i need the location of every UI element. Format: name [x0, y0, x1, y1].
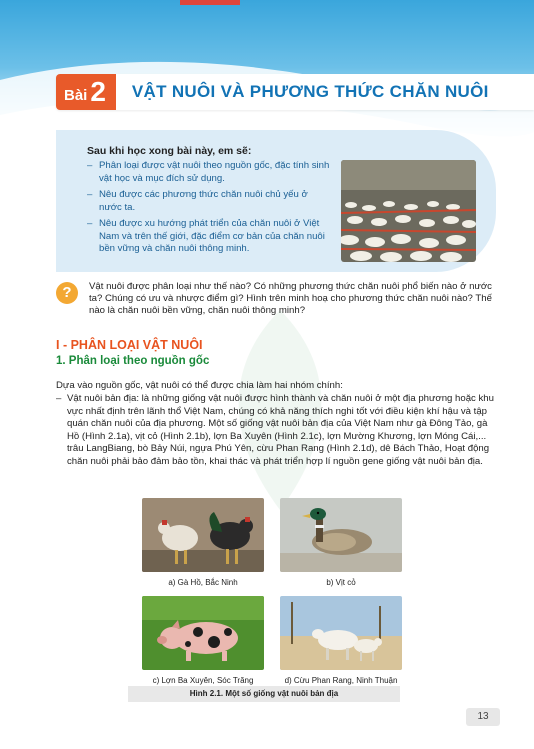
- page-number: 13: [466, 708, 500, 726]
- bullet-dash: –: [56, 393, 62, 404]
- caption-c: c) Lợn Ba Xuyên, Sóc Trăng: [152, 676, 254, 685]
- lesson-title-bar: [56, 74, 534, 110]
- question-text: Vật nuôi được phân loại như thế nào? Có những phương thức chăn nuôi phổ biến nào ở nước ta? Chúng có ưu và nhược điểm gì? Hình trên minh hoạ cho phương thức chăn nuôi nào? Thế nào là chăn nuôi bền vững, chăn nuôi thông minh?: [89, 281, 492, 316]
- poultry-farm-photo: [341, 160, 476, 262]
- section-heading: I - PHÂN LOẠI VẬT NUÔI: [56, 338, 203, 352]
- objectives-heading: Sau khi học xong bài này, em sẽ:: [87, 145, 252, 157]
- lesson-number: 2: [90, 76, 106, 107]
- caption-d: d) Cừu Phan Rang, Ninh Thuận: [284, 676, 398, 685]
- lesson-number-badge: [56, 74, 116, 110]
- bullet-dash: –: [87, 160, 93, 171]
- photo-vit-co: [280, 498, 402, 572]
- lesson-title: VẬT NUÔI VÀ PHƯƠNG THỨC CHĂN NUÔI: [131, 82, 489, 101]
- photo-ga-ho: [142, 498, 264, 572]
- question-mark-icon: ?: [56, 282, 78, 304]
- lesson-label: Bài: [64, 86, 88, 104]
- caption-b: b) Vịt cỏ: [326, 578, 356, 587]
- caption-a: a) Gà Hồ, Bắc Ninh: [168, 578, 238, 587]
- bullet-dash: –: [87, 218, 93, 229]
- figure-title: Hình 2.1. Một số giống vật nuôi bản địa: [128, 686, 400, 702]
- objective-item: – Phân loại được vật nuôi theo nguồn gốc, đặc tính sinh vật học và mục đích sử dụng.: [87, 160, 330, 184]
- top-red-strip: [180, 0, 240, 5]
- objective-item: – Nêu được các phương thức chăn nuôi chủ yếu ở nước ta.: [87, 189, 308, 213]
- photo-lon-ba-xuyen: [142, 596, 264, 670]
- section-bullet: – Vật nuôi bản địa: là những giống vật nuôi được hình thành và chăn nuôi ở một địa phương hoặc khu vực nhất định trên lãnh thổ Việt Nam, chúng có khả năng thích nghi tốt với điều kiện khí hậu và tập quán chăn nuôi của địa phương. Một số giống vật nuôi bản địa của Việt Nam như gà Đông Tảo, gà Hồ (Hình 2.1a), vịt cỏ (Hình 2.1b), lợn Ba Xuyên (Hình 2.1c), lợn Mường Khương, lợn Móng Cái,... trâu LangBiang, bò Bảy Núi, ngựa Phú Yên, cừu Phan Rang (Hình 2.1d), dê Bách Thảo, Hoạt động chăn nuôi phải bảo đảm bảo tồn, khai thác và phát triển hợp lí nguồn gene giống vật nuôi bản địa.: [56, 393, 494, 467]
- photo-cuu-phan-rang: [280, 596, 402, 670]
- objective-item: – Nêu được xu hướng phát triển của chăn nuôi ở Việt Nam và trên thế giới, đặc điểm cơ bản của chăn nuôi bền vững và chăn nuôi thông minh.: [87, 218, 325, 254]
- subsection-heading: 1. Phân loại theo nguồn gốc: [56, 355, 210, 367]
- bullet-dash: –: [87, 189, 93, 200]
- objectives-list: [87, 160, 332, 260]
- section-intro: Dựa vào nguồn gốc, vật nuôi có thể được chia làm hai nhóm chính:: [56, 380, 343, 391]
